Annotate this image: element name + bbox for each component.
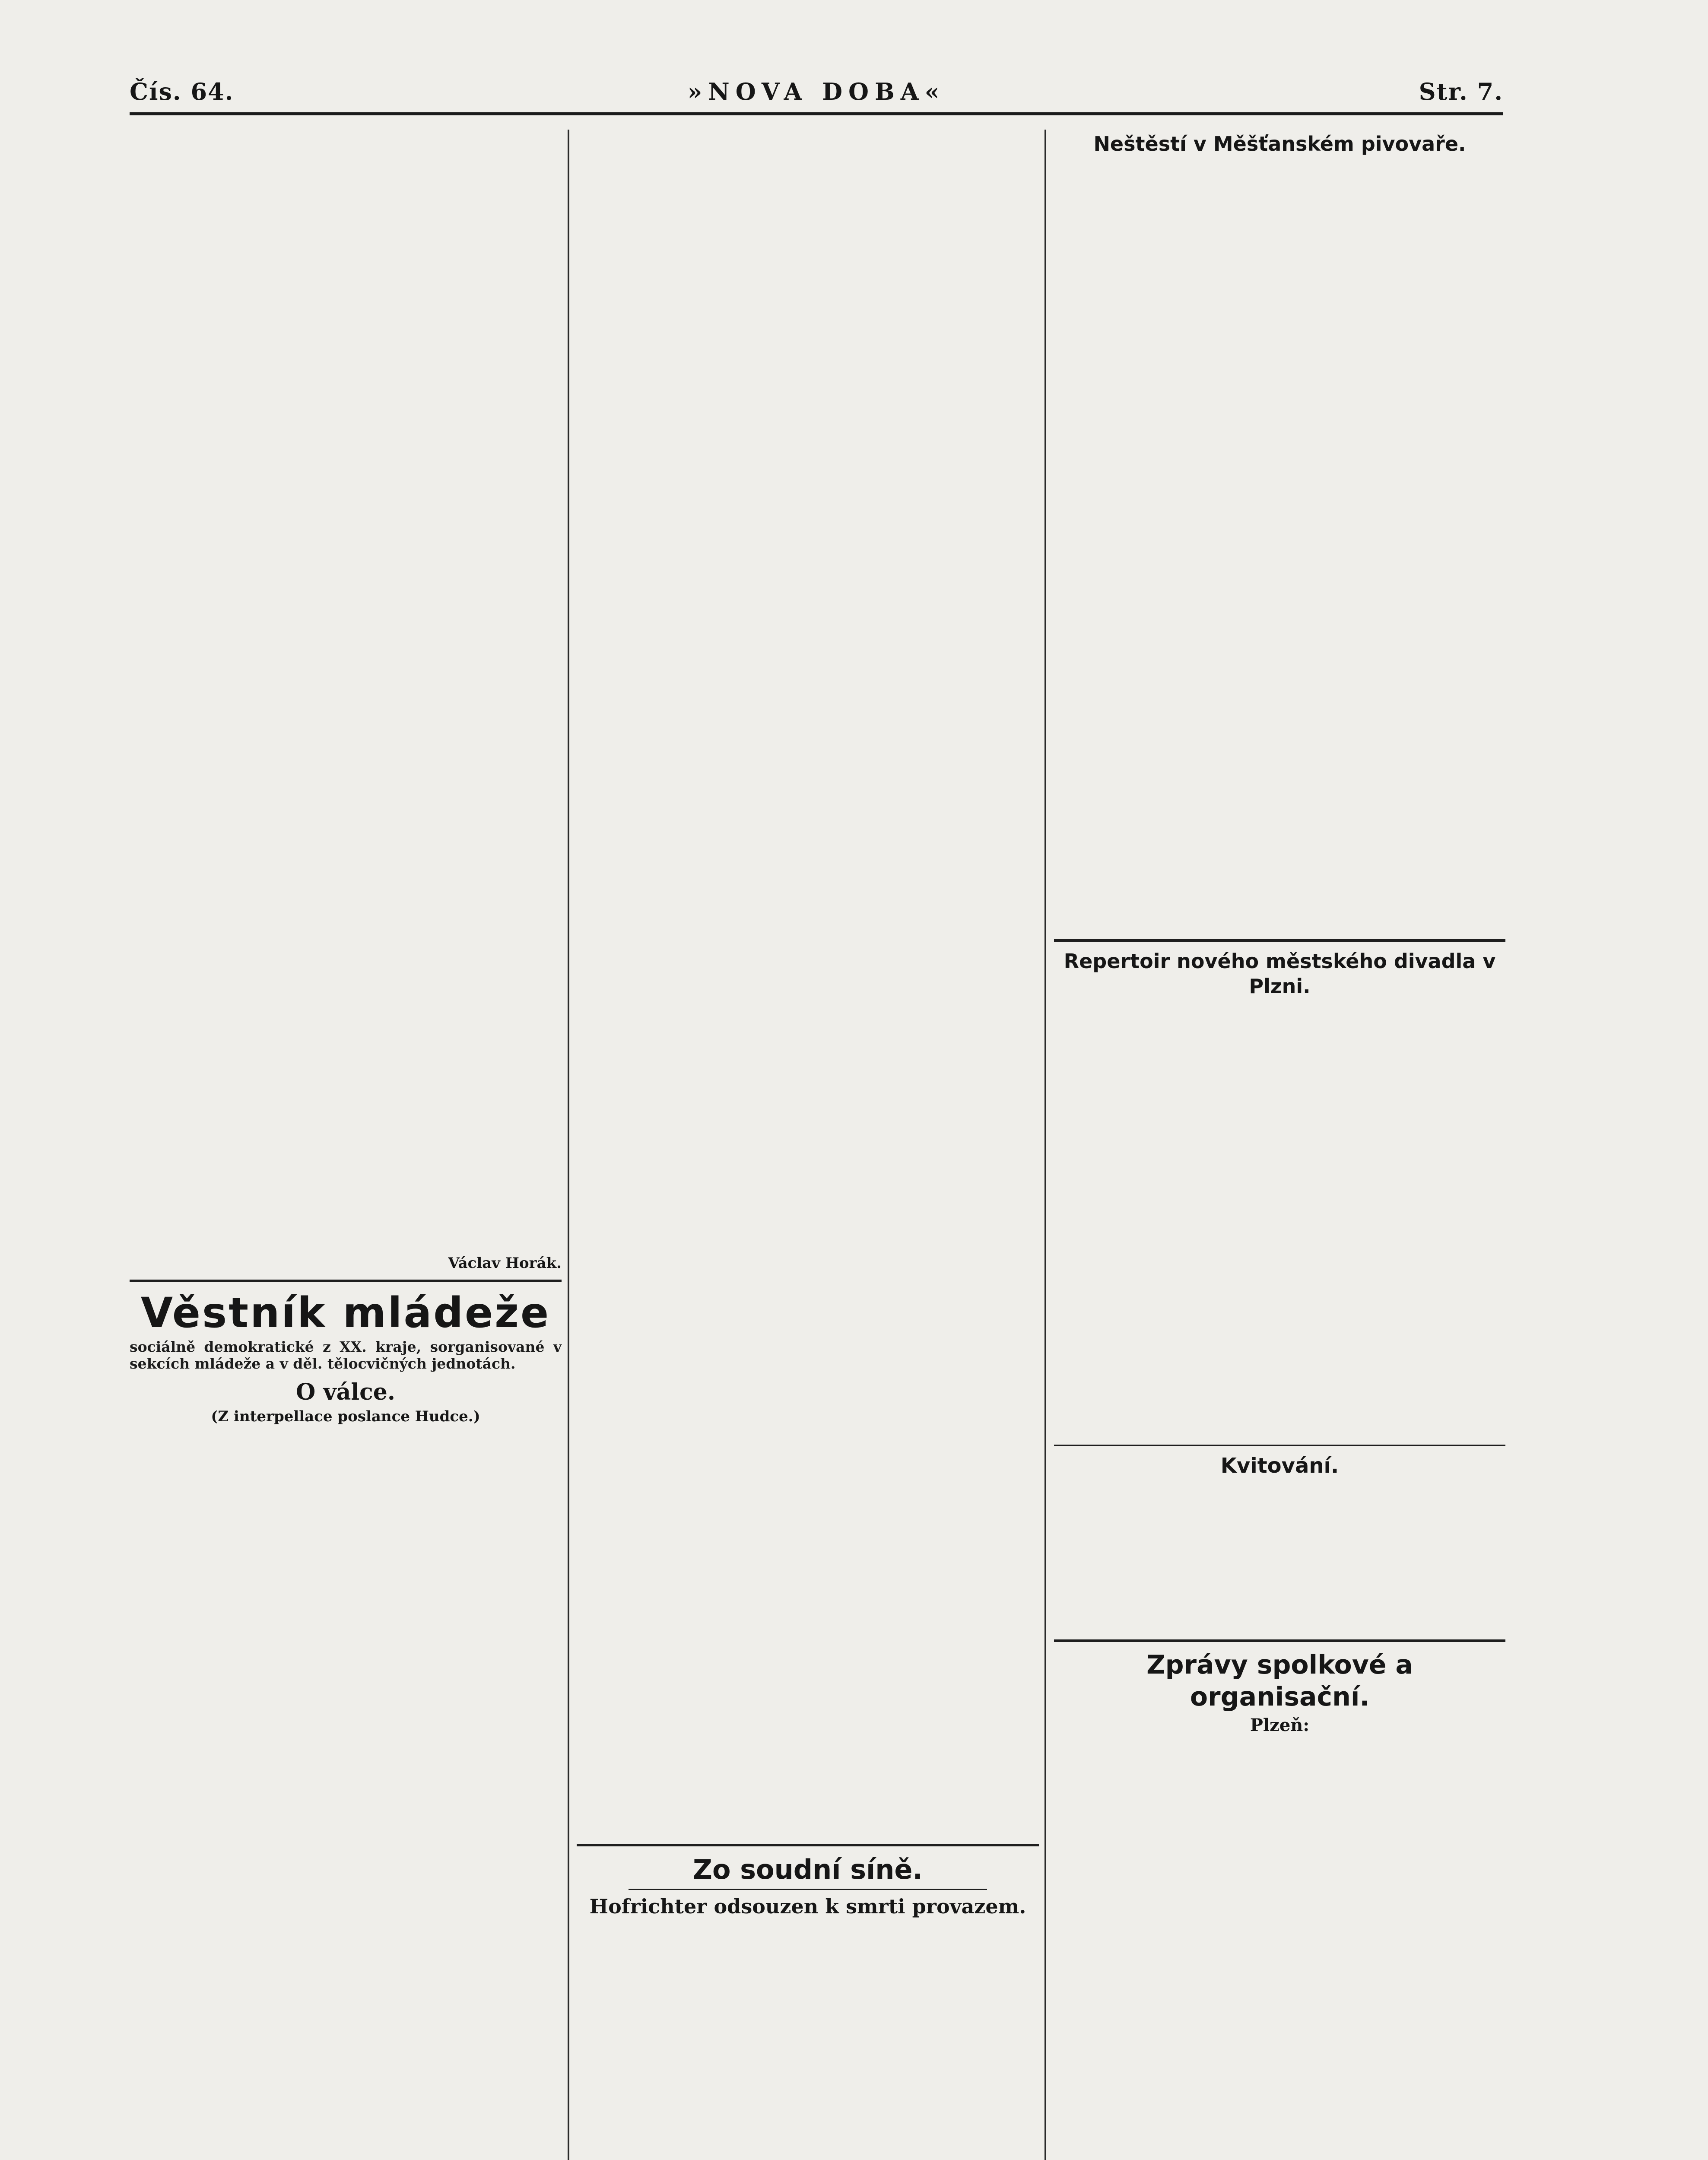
article-body <box>577 130 1039 838</box>
right-column <box>1054 130 1505 2160</box>
court-section <box>577 1853 1039 1919</box>
youth-notices <box>577 838 1039 1836</box>
article-author: Václav Horák. <box>448 1255 562 1272</box>
article-body <box>130 130 562 1253</box>
section-title: Zprávy spolkové a organisační. <box>1146 1650 1413 1712</box>
article-title: Repertoir nového městského divadla v Plzni. <box>1064 950 1496 998</box>
article-body <box>1054 1001 1505 1437</box>
youth-bulletin <box>130 1289 567 1426</box>
article-title: Kvitování. <box>1220 1454 1339 1478</box>
club-news <box>1054 1649 1505 1736</box>
column-rule-left <box>568 130 569 2160</box>
article-body <box>1054 158 1505 931</box>
left-column <box>130 130 567 2160</box>
section-divider <box>577 1844 1039 1846</box>
brewery-accident <box>1054 131 1505 931</box>
section-divider <box>1054 1639 1505 1642</box>
page-label: Str. 7. <box>1419 78 1503 105</box>
section-subtitle: Plzeň: <box>1250 1715 1310 1735</box>
page-number: Čís. 64. <box>130 78 234 105</box>
section-intro: sociálně demokratické z XX. kraje, sorganisované v sekcích mládeže a v děl. tělocvičných jednotách. <box>130 1338 567 1372</box>
section-divider <box>1054 1445 1505 1446</box>
article-title: O válce. <box>296 1379 395 1405</box>
section-divider <box>1054 939 1505 942</box>
column-rule-right <box>1044 130 1046 2160</box>
article-subtitle: (Z interpellace poslance Hudce.) <box>211 1408 480 1425</box>
article-body <box>1054 1480 1505 1632</box>
notices-body <box>577 838 1039 1836</box>
section-title: Věstník mládeže <box>140 1289 551 1337</box>
article-headline: Hofrichter odsouzen k smrti provazem. <box>589 1895 1026 1918</box>
middle-column <box>577 130 1039 2160</box>
article-war-continued <box>577 130 1039 838</box>
newspaper-title: »NOVA DOBA« <box>687 78 946 105</box>
section-divider <box>130 1280 562 1282</box>
article-title: Neštěstí v Měšťanském pivovaře. <box>1093 132 1466 156</box>
section-title: Zo soudní síně. <box>692 1854 923 1885</box>
page-header <box>130 73 1503 115</box>
theatre-repertoire <box>1054 949 1505 1437</box>
title-rule <box>629 1889 987 1890</box>
receipts <box>1054 1453 1505 1632</box>
article-socialism <box>130 130 562 1272</box>
